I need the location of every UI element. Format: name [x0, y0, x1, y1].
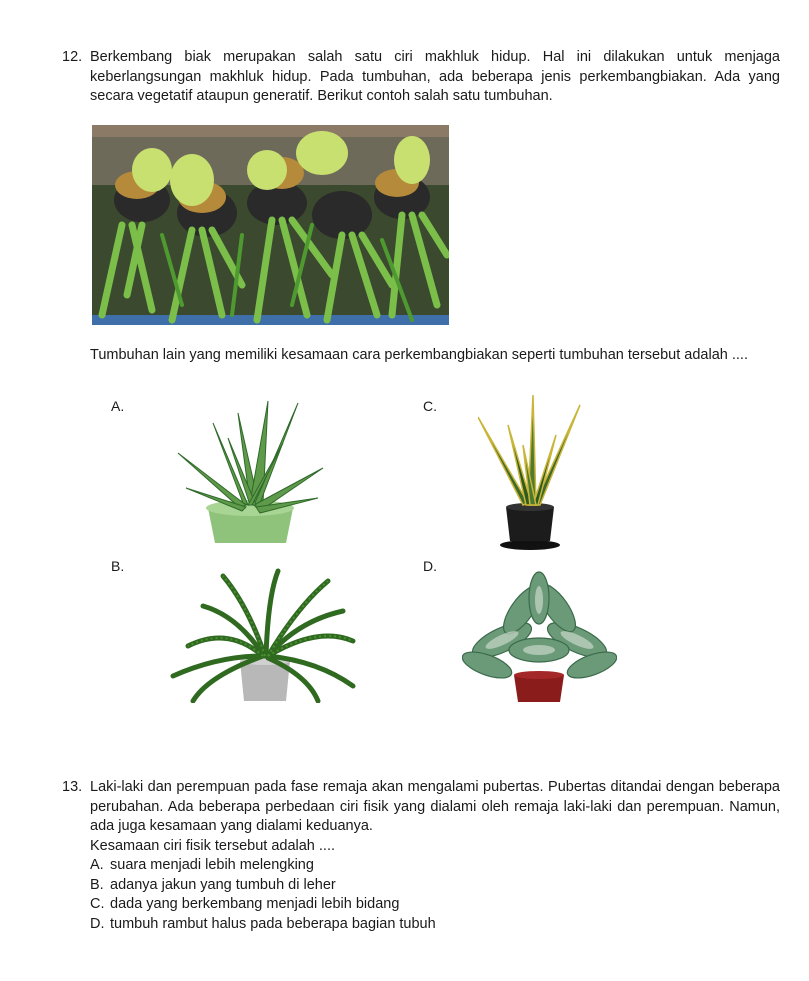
option-c[interactable] — [90, 895, 780, 915]
question-12-prompt — [62, 346, 780, 366]
option-a-label[interactable]: A. — [111, 398, 125, 414]
option-a[interactable] — [90, 856, 780, 876]
option-text: suara menjadi lebih melengking — [110, 857, 314, 873]
aloe-vera-image[interactable] — [168, 393, 333, 545]
question-number: 12. — [62, 49, 83, 65]
option-b[interactable] — [90, 876, 780, 896]
boston-fern-image[interactable] — [168, 566, 360, 703]
option-letter: C. — [90, 896, 105, 912]
question-number: 13. — [62, 779, 83, 795]
staghorn-fern-photo — [92, 125, 449, 325]
option-letter: B. — [90, 876, 104, 893]
option-d[interactable] — [90, 915, 780, 935]
option-letter: D. — [90, 915, 105, 932]
snake-plant-image[interactable] — [478, 395, 583, 553]
option-d-label[interactable]: D. — [423, 558, 437, 574]
answer-options — [90, 856, 780, 934]
question-12 — [62, 48, 780, 107]
option-c-label[interactable]: C. — [423, 398, 437, 414]
option-text: tumbuh rambut halus pada beberapa bagian tubuh — [110, 915, 436, 932]
question-intro: Laki-laki dan perempuan pada fase remaja akan mengalami pubertas. Pubertas ditandai dengan beberapa perubahan. Ada beberapa perbedaan ciri fisik yang dialami oleh remaja laki-laki dan perempuan. Namun, ada juga kesamaan yang dialami keduanya. — [90, 779, 780, 834]
aglaonema-image[interactable] — [462, 570, 617, 705]
question-intro: Berkembang biak merupakan salah satu ciri makhluk hidup. Hal ini dilakukan untuk menjaga keberlangsungan makhluk hidup. Pada tumbuhan, ada beberapa jenis perkembangbiakan. Ada yang secara vegetatif ataupun generatif. Berikut contoh salah satu tumbuhan. — [90, 49, 780, 104]
option-text: dada yang berkembang menjadi lebih bidang — [110, 896, 400, 912]
question-text: Tumbuhan lain yang memiliki kesamaan cara perkembangbiakan seperti tumbuhan tersebut adalah .... — [90, 347, 748, 363]
question-text: Kesamaan ciri fisik tersebut adalah .... — [90, 837, 336, 854]
option-letter: A. — [90, 857, 104, 873]
option-b-label[interactable]: B. — [111, 558, 125, 574]
question-13 — [62, 778, 780, 934]
option-text: adanya jakun yang tumbuh di leher — [110, 876, 336, 893]
